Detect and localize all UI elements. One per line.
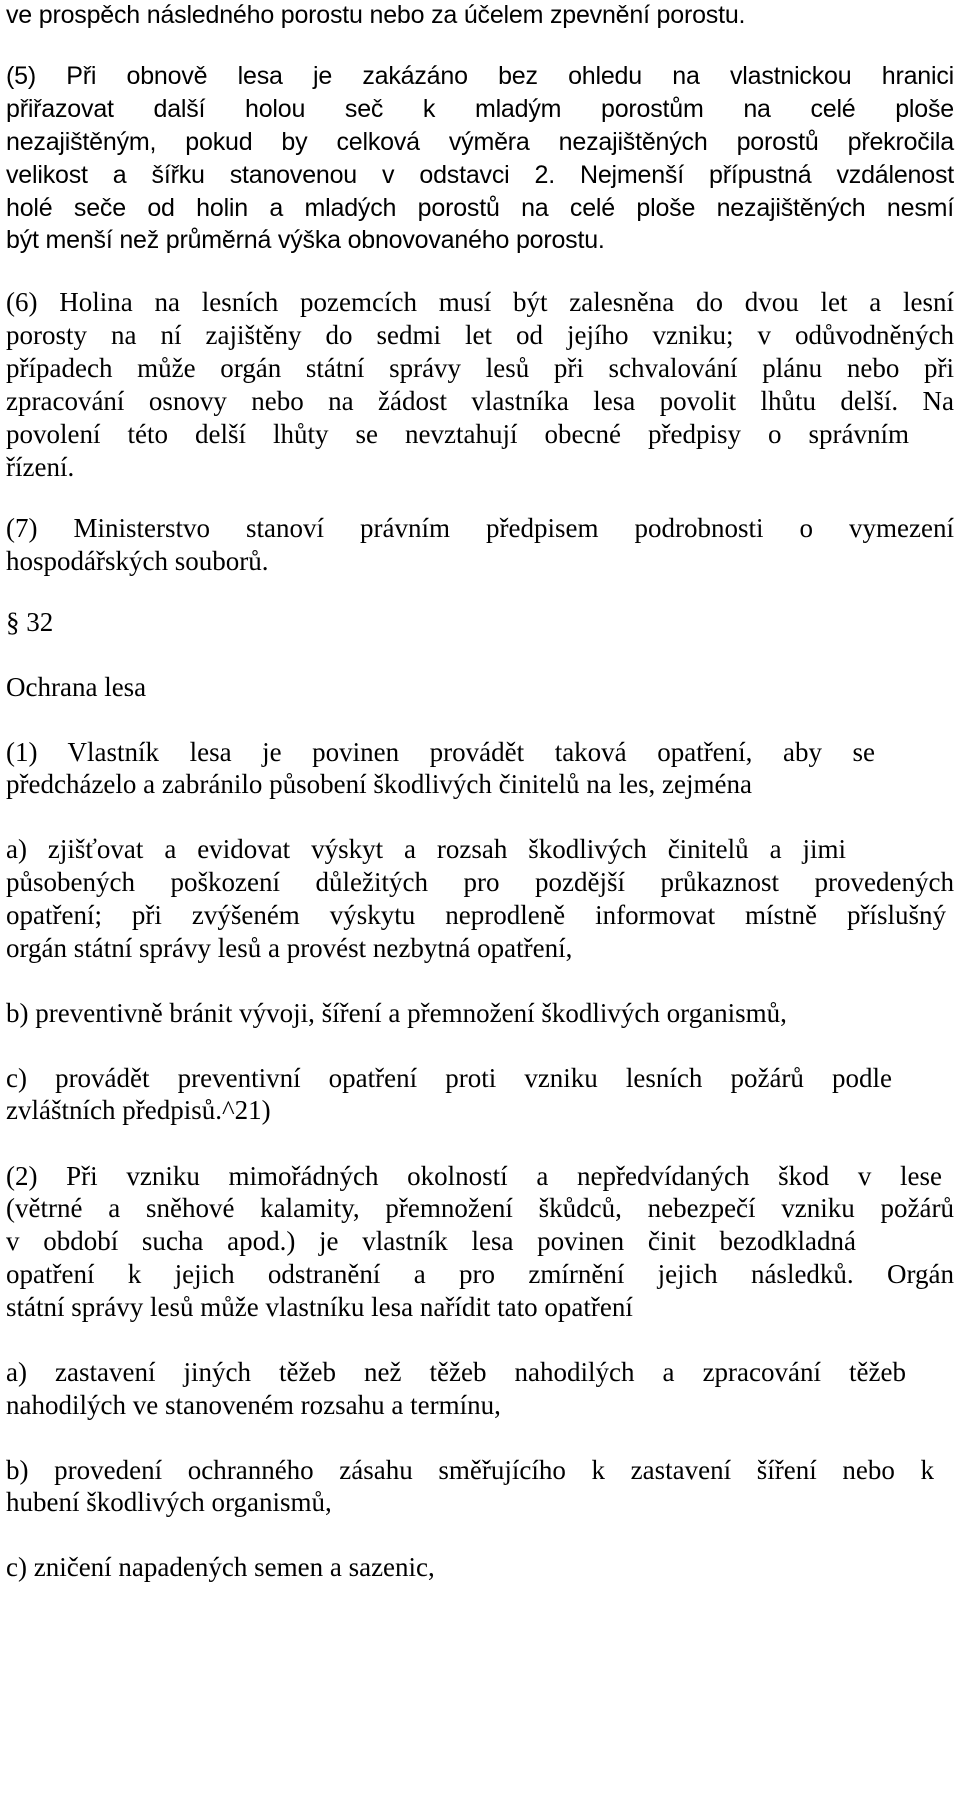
text-line: a) zjišťovat a evidovat výskyt a rozsah škodlivých činitelů a jimi [6,834,846,864]
section-title: Ochrana lesa [6,672,147,702]
text-line: a) zastavení jiných těžeb než těžeb nahodilých a zpracování těžeb [6,1357,906,1387]
text-line: opatření k jejich odstranění a pro zmírnění jejich následků. Orgán [6,1259,954,1289]
text-line: holé seče od holin a mladých porostů na celé ploše nezajištěných nesmí [6,194,954,222]
text-line: případech může orgán státní správy lesů při schvalování plánu nebo při [6,353,954,383]
text-line: b) preventivně bránit vývoji, šíření a přemnožení škodlivých organismů, [6,998,787,1028]
text-line: v období sucha apod.) je vlastník lesa povinen činit bezodkladná [6,1226,856,1256]
text-line: (větrné a sněhové kalamity, přemnožení škůdců, nebezpečí vzniku požárů [6,1193,954,1223]
text-line: b) provedení ochranného zásahu směřujícího k zastavení šíření nebo k [6,1455,934,1485]
text-line: povolení této delší lhůty se nevztahují obecné předpisy o správním [6,419,909,449]
text-line: (6) Holina na lesních pozemcích musí být zalesněna do dvou let a lesní [6,287,954,317]
text-line: (2) Při vzniku mimořádných okolností a nepředvídaných škod v lese [6,1161,942,1191]
text-line: hospodářských souborů. [6,546,269,576]
text-line: (7) Ministerstvo stanoví právním předpisem podrobnosti o vymezení [6,513,954,543]
text-line: zvláštních předpisů.^21) [6,1095,271,1125]
text-line: nezajištěným, pokud by celková výměra nezajištěných porostů překročila [6,128,954,156]
text-line: předcházelo a zabránilo působení škodlivých činitelů na les, zejména [6,769,752,799]
text-line: velikost a šířku stanovenou v odstavci 2. Nejmenší přípustná vzdálenost [6,161,954,189]
text-line: orgán státní správy lesů a provést nezbytná opatření, [6,933,573,963]
text-line: státní správy lesů může vlastníku lesa nařídit tato opatření [6,1292,633,1322]
text-line: c) provádět preventivní opatření proti vzniku lesních požárů podle [6,1063,892,1093]
text-line: porosty na ní zajištěny do sedmi let od jejího vzniku; v odůvodněných [6,320,954,350]
text-line: c) zničení napadených semen a sazenic, [6,1552,435,1582]
text-line: nahodilých ve stanoveném rozsahu a termínu, [6,1390,501,1420]
text-line: (5) Při obnově lesa je zakázáno bez ohledu na vlastnickou hranici [6,62,954,90]
text-line: hubení škodlivých organismů, [6,1487,332,1517]
text-line: (1) Vlastník lesa je povinen provádět taková opatření, aby se [6,737,875,767]
text-line: přiřazovat další holou seč k mladým porostům na celé ploše [6,95,954,123]
text-line: působených poškození důležitých pro pozdější průkaznost provedených [6,867,954,897]
text-line: zpracování osnovy nebo na žádost vlastníka lesa povolit lhůtu delší. Na [6,386,954,416]
text-line: opatření; při zvýšeném výskytu neprodleně informovat místně příslušný [6,900,946,930]
section-heading: § 32 [6,607,54,637]
text-line: řízení. [6,452,75,482]
text-line: být menší než průměrná výška obnovovaného porostu. [6,226,605,254]
text-line: ve prospěch následného porostu nebo za účelem zpevnění porostu. [6,1,746,29]
